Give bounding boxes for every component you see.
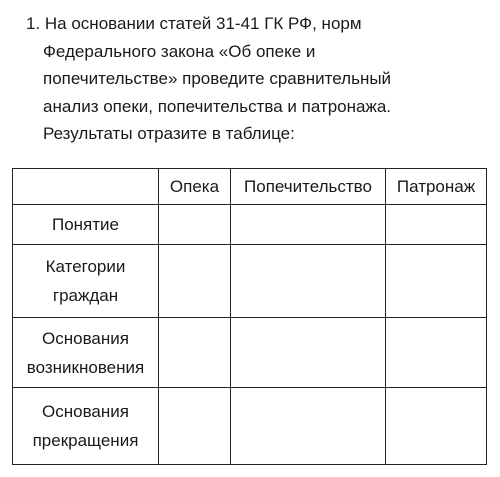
table-cell [231, 245, 386, 318]
row-label-cell [13, 318, 159, 388]
task-line: Федерального закона «Об опеке и [43, 41, 316, 61]
task-line: попечительстве» проведите сравнительный [43, 69, 392, 88]
header-cell-patronazh: Патронаж [386, 169, 487, 205]
row-label: Основания [42, 328, 129, 348]
table-cell [159, 245, 231, 318]
table-cell [386, 318, 487, 388]
table-cell [386, 245, 487, 318]
table-row [13, 388, 487, 465]
comparison-table [12, 168, 487, 465]
task-text [26, 10, 488, 148]
header-cell-popechitelstvo: Попечительство [231, 169, 386, 205]
table-row [13, 205, 487, 245]
row-label: возникновения [26, 357, 145, 377]
row-label-cell [13, 245, 159, 318]
table-cell [159, 205, 231, 245]
row-label-cell [13, 388, 159, 465]
row-label: граждан [52, 286, 119, 305]
task-line: 1. На основании статей 31-41 ГК РФ, норм [26, 14, 362, 33]
table-cell [159, 318, 231, 388]
row-label-cell [13, 205, 159, 245]
row-label: Основания [42, 402, 129, 421]
table-cell [386, 205, 487, 245]
table-cell [231, 205, 386, 245]
row-label: Понятие [51, 215, 119, 234]
row-label: прекращения [32, 431, 139, 450]
table-cell [231, 318, 386, 388]
table-row [13, 318, 487, 388]
table-cell [231, 388, 386, 465]
table-header-row [13, 169, 487, 205]
task-line: анализ опеки, попечительства и патронажа. [43, 96, 391, 116]
header-cell-empty [13, 169, 159, 205]
table-row [13, 245, 487, 318]
row-label: Категории [45, 257, 126, 276]
task-line: Результаты отразите в таблице: [43, 124, 295, 143]
header-cell-opeka: Опека [159, 169, 231, 205]
table-cell [159, 388, 231, 465]
table-cell [386, 388, 487, 465]
